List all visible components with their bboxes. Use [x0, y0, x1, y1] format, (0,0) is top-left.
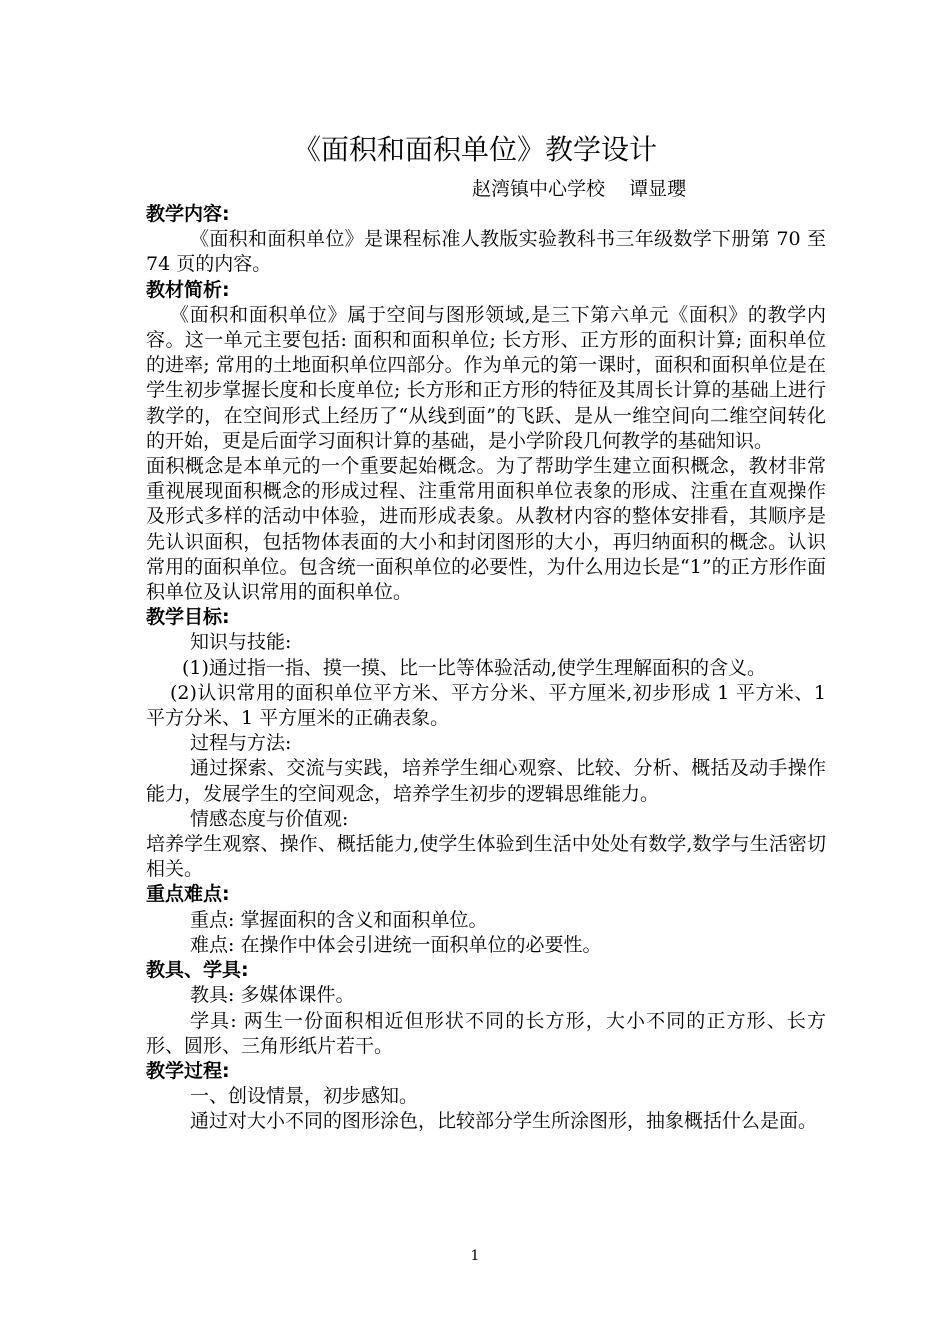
goals-emotion-label: 情感态度与价值观: — [190, 807, 349, 830]
analysis-paragraph-1: 《面积和面积单位》属于空间与图形领域,是三下第六单元《面积》的教学内容。这一单元主要包括: 面积和面积单位; 长方形、正方形的面积计算; 面积单位的进率; 常用的土地面积单位四部分。作为单元的第一课时，面积和面积单位是在学生初步掌握长度和长度单位; 长方形和正方形的特征及其周长计算的基础上进行教学的，在空间形式上经历了“从线到面”的飞跃、是从一维空间向二维空间转化的开始，更是后面学习面积计算的基础，是小学阶段几何教学的基础知识。 — [146, 303, 826, 452]
author-line: 赵湾镇中心学校 谭显瓔 — [472, 178, 687, 200]
goals-knowledge-label: 知识与技能: — [190, 631, 292, 654]
key-point: 重点: 掌握面积的含义和面积单位。 — [190, 908, 488, 931]
section-heading-analysis: 教材简析: — [146, 278, 230, 301]
goals-emotion-text: 培养学生观察、操作、概括能力,使学生体验到生活中处处有数学,数学与生活密切相关。 — [146, 833, 826, 881]
content-paragraph: 《面积和面积单位》是课程标准人教版实验教科书三年级数学下册第 70 至 74 页的内容。 — [146, 228, 826, 276]
goals-knowledge-item-1: (1)通过指一指、摸一摸、比一比等体验活动,使学生理解面积的含义。 — [182, 656, 766, 679]
section-heading-key: 重点难点: — [146, 883, 230, 906]
document-body — [146, 202, 826, 1135]
teaching-tools: 教具: 多媒体课件。 — [190, 984, 355, 1007]
section-heading-tools: 教具、学具: — [146, 959, 249, 982]
process-step-1-text: 通过对大小不同的图形涂色，比较部分学生所涂图形，抽象概括什么是面。 — [190, 1110, 818, 1133]
section-heading-content: 教学内容: — [146, 203, 230, 225]
section-heading-process: 教学过程: — [146, 1059, 230, 1082]
section-heading-goals: 教学目标: — [146, 606, 230, 629]
goals-process-text: 通过探索、交流与实践，培养学生细心观察、比较、分析、概括及动手操作能力，发展学生的空间观念，培养学生初步的逻辑思维能力。 — [146, 757, 826, 805]
page-number: 1 — [470, 1248, 480, 1264]
difficulty-point: 难点: 在操作中体会引进统一面积单位的必要性。 — [190, 933, 602, 956]
document-title: 《面积和面积单位》教学设计 — [292, 133, 657, 166]
analysis-paragraph-2: 面积概念是本单元的一个重要起始概念。为了帮助学生建立面积概念，教材非常重视展现面积概念的形成过程、注重常用面积单位表象的形成、注重在直观操作及形式多样的活动中体验，进而形成表象。从教材内容的整体安排看，其顺序是先认识面积，包括物体表面的大小和封闭图形的大小，再归纳面积的概念。认识常用的面积单位。包含统一面积单位的必要性，为什么用边长是“1”的正方形作面积单位及认识常用的面积单位。 — [146, 455, 826, 604]
goals-knowledge-item-2: (2)认识常用的面积单位平方米、平方分米、平方厘米,初步形成 1 平方米、1 平方分米、1 平方厘米的正确表象。 — [146, 681, 826, 730]
learning-tools: 学具: 两生一份面积相近但形状不同的长方形，大小不同的正方形、长方形、圆形、三角形纸片若干。 — [146, 1009, 826, 1057]
goals-process-label: 过程与方法: — [190, 732, 292, 755]
process-step-1: 一、创设情景，初步感知。 — [190, 1085, 419, 1108]
